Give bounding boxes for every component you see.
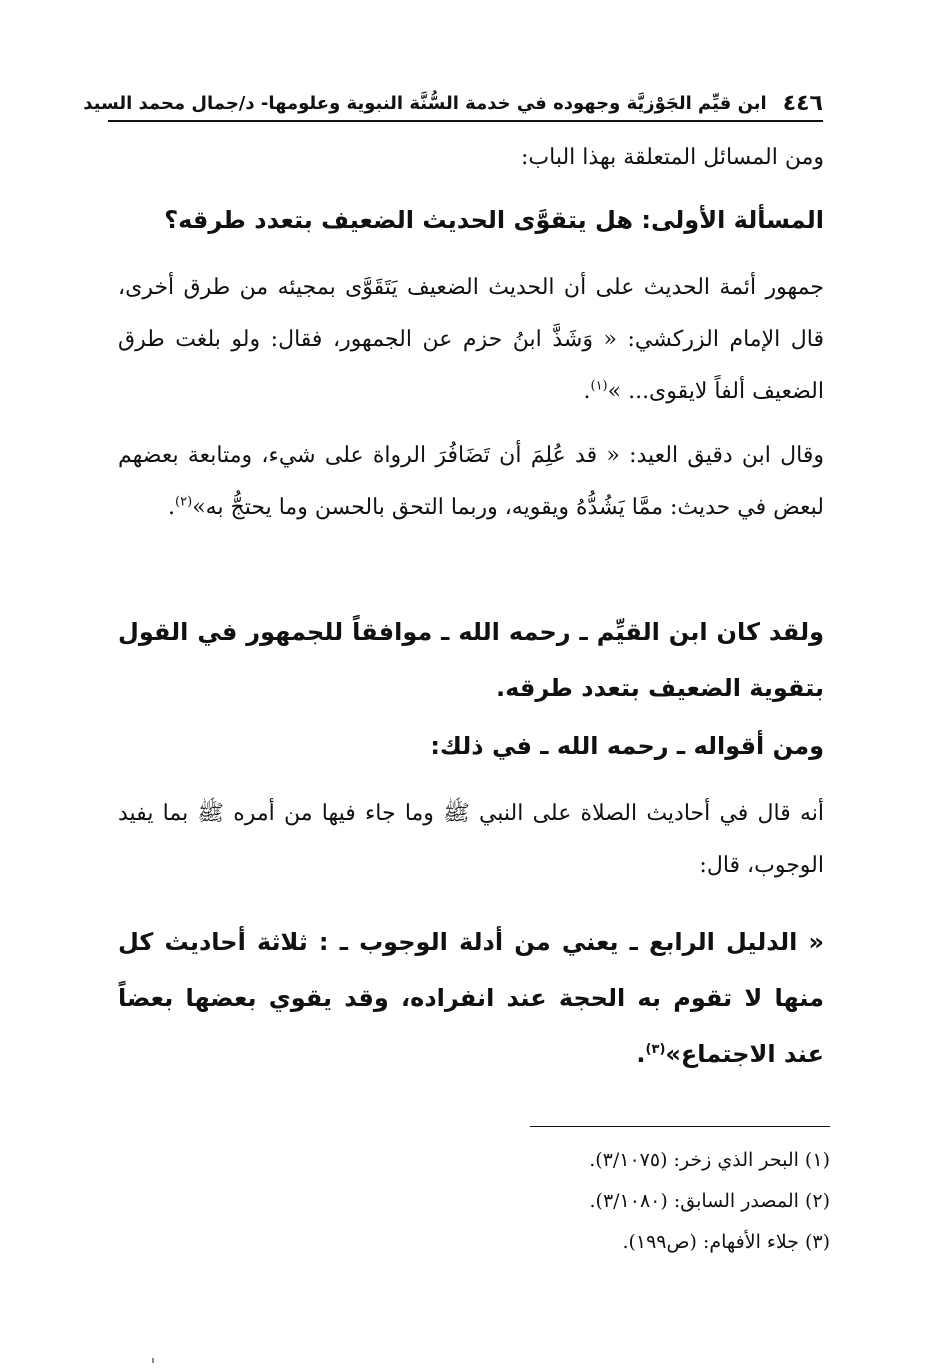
quote-text: « الدليل الرابع ـ يعني من أدلة الوجوب ـ : ثلاثة أحاديث كل منها لا تقوم به الحجة عند انفراده، وقد يقوي بعضها بعضاً عند الاجتماع»	[118, 928, 824, 1068]
footnote-ref-1: (١)	[590, 378, 608, 394]
quote-end: .	[636, 1040, 646, 1068]
footnote-ref-3: (٣)	[645, 1042, 666, 1057]
running-header	[83, 86, 823, 122]
scan-speck	[152, 1358, 154, 1363]
paragraph-text: جمهور أئمة الحديث على أن الحديث الضعيف يَتَقَوَّى بمجيئه من طرق أخرى، قال الإمام الزركشي: « وَشَذَّ ابنُ حزم عن الجمهور، فقال: ولو بلغت طرق الضعيف ألفاً لايقوى... »	[118, 275, 824, 404]
paragraph-end: .	[583, 379, 591, 404]
running-title: ابن قيِّم الجَوْزيَّة وجهوده في خدمة السُّنَّة النبوية وعلومها- د/جمال محمد السيد	[83, 92, 767, 114]
paragraph-ibn-qayyim-position: ولقد كان ابن القيِّم ـ رحمه الله ـ موافقاً للجمهور في القول بتقوية الضعيف بتعدد طرقه.	[118, 618, 824, 702]
paragraph-ibn-daqiq	[118, 430, 824, 534]
footnote-divider	[530, 1126, 830, 1127]
paragraph-text: وقال ابن دقيق العيد: « قد عُلِمَ أن تَضَافُرَ الرواة على شيء، ومتابعة بعضهم لبعض في حديث: ممَّا يَشُدُّهُ ويقويه، وربما التحق بالحسن وما يحتجُّ به»	[118, 443, 824, 520]
footnote-2: (٢) المصدر السابق: (٣/١٠٨٠).	[589, 1190, 830, 1212]
footnote-ref-2: (٢)	[175, 494, 193, 510]
footnotes	[510, 1140, 830, 1263]
quoted-evidence	[118, 914, 824, 1082]
paragraph-prayer-hadiths: أنه قال في أحاديث الصلاة على النبي ﷺ وما جاء فيها من أمره ﷺ بما يفيد الوجوب، قال:	[118, 801, 824, 878]
footnote-3: (٣) جلاء الأفهام: (ص١٩٩).	[622, 1231, 830, 1253]
intro-line: ومن المسائل المتعلقة بهذا الباب:	[521, 145, 824, 170]
paragraph-zarkashi	[118, 262, 824, 418]
footnote-1: (١) البحر الذي زخر: (٣/١٠٧٥).	[589, 1149, 830, 1171]
paragraph-end: .	[168, 495, 176, 520]
page-number: ٤٤٦	[782, 90, 823, 116]
question-heading: المسألة الأولى: هل يتقوَّى الحديث الضعيف بتعدد طرقه؟	[164, 206, 824, 234]
paragraph-his-sayings: ومن أقواله ـ رحمه الله ـ في ذلك:	[430, 732, 824, 760]
